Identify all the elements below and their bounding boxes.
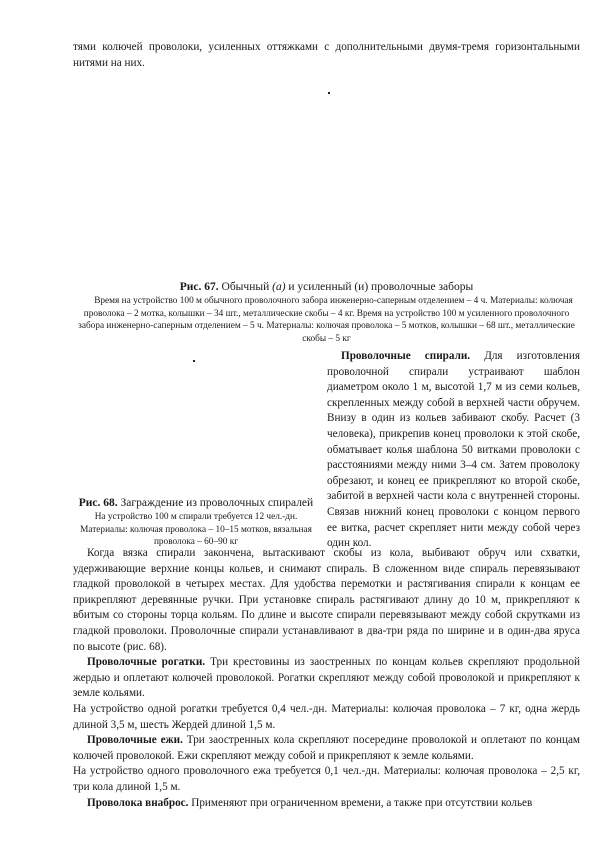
ezhi-heading: Проволочные ежи. [87,734,183,747]
rogatki-heading: Проволочные рогатки. [87,656,206,669]
figure-68-title-text: Заграждение из проволочных спиралей [117,497,314,509]
spirals-heading: Проволочные спирали. [341,350,471,362]
figure-67-title [73,280,580,295]
spirals-continued-paragraph: Когда вязка спирали закончена, вытаскивают скобы из кола, выбивают обруч или схватки, удерживающие верхние концы кольев, и снимают спираль. В сложенном виде спираль перевязывают гладкой проволокой в четырех местах. Для удобства перемотки и растягивания спирали к концам ее прикрепляют деревянные ручки. При установке спираль растягивают длину до 10 м, прикрепляют к вбитым со стороны торца кольям. По длине и высоте спирали перевязывают между собой скрутками из гладкой проволоки. Проволочные спирали устанавливают в два-три ряда по ширине и в один-два яруса по высоте (рис. 68). [73,547,580,653]
spirals-text: Для изготовления проволочной спирали устраивают шаблон диаметром около 1 м, высотой 1,7 м из семи кольев, скрепленных между собой в верхней части обручем. Внизу в один из кольев забивают скобу. Расчет (3 человека), прикрепив конец проволоки к этой скобе, обматывает колья шаблона 50 витками проволоки с расстояниями между ними 3–4 см. Затем проволоку обрезают, и конец ее прикрепляют ко второй скобе, забитой в верхней части кола с внутренней стороны. Связав нижний конец проволоки с концом первого ее витка, расчет скрепляет нити между собой через один кол. [327,350,580,550]
figure-67-title-text: Обычный [218,281,273,293]
rogatki-text: Три крестовины из заостренных по концам кольев скрепляют продольной жердью и оплетают колючей проволокой. Рогатки скрепляют между собой проволокой и прикрепляют к земле кольями. [73,656,580,700]
vnabros-heading: Проволока внаброс. [87,796,189,809]
figure-67-image [73,80,580,275]
top-paragraph: тями колючей проволоки, усиленных оттяжками с дополнительными двумя-тремя горизонтальными нитями на них. [73,41,580,69]
figure-67-caption-body: Время на устройство 100 м обычного проволочного забора инженерно-саперным отделением – 4 ч. Материалы: колючая проволока – 2 мотка, колышки – 34 шт., металлические скобы – 4 кг. Время на устройство 100 м усиленного проволочного забора инженерно-саперным отделением – 5 ч. Материалы: колючая проволока – 5 мотков, колышки – 68 шт., металлические скобы – 5 кг [78,296,575,344]
figure-67-title-italic: (а) [272,281,286,293]
rogatki-paragraph [73,655,580,702]
figure-68-caption-body: На устройство 100 м спирали требуется 12 чел.-дн. Материалы: колючая проволока – 10–15 мотков, вязальная проволока – 60–90 кг [80,512,312,548]
main-body [73,546,580,811]
broken-image-icon [193,360,195,362]
figure-68-title [70,496,322,511]
figure-68-label: Рис. 68. [78,497,118,509]
ezhi-requirements: На устройство одного проволочного ежа требуется 0,1 чел.-дн. Материалы: колючая проволока – 2,5 кг, три кола длиной 1,5 м. [73,765,580,793]
ezhi-paragraph [73,733,580,764]
figure-68-caption [70,496,322,549]
figure-67-title-text-end: и усиленный (и) проволочные заборы [285,281,474,293]
rogatki-requirements: На устройство одной рогатки требуется 0,4 чел.-дн. Материалы: колючая проволока – 7 кг, одна жердь длиной 3,5 м, шесть Жердей длиной 1,5 м. [73,702,580,731]
figure-67-caption [73,280,580,345]
figure-67-label: Рис. 67. [179,281,219,293]
figure-68-image [73,352,318,492]
ezhi-text: Три заостренных кола скрепляют посередине проволокой и оплетают по концам колючей проволокой. Ежи скрепляют между собой и прикрепляют к земле кольями. [73,734,580,762]
vnabros-text: Применяют при ограниченном времени, а также при отсутствии кольев [188,796,533,809]
vnabros-paragraph [73,796,580,812]
broken-image-icon [328,92,330,94]
spirals-paragraph [327,349,580,552]
